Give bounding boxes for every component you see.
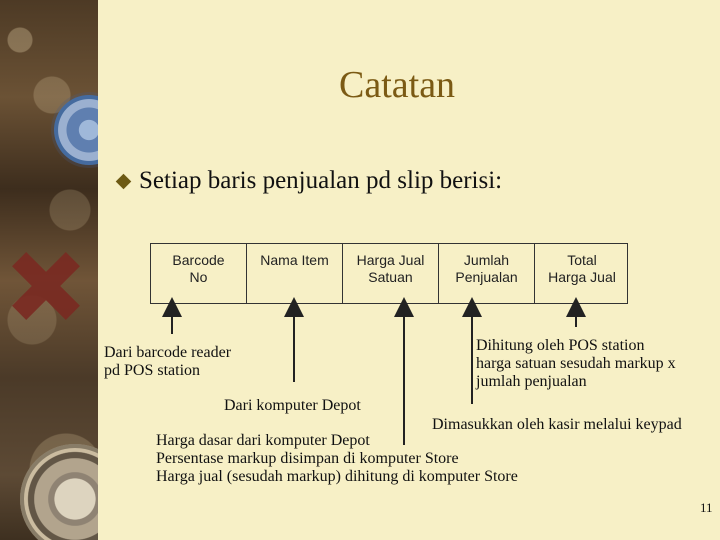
- table-cell-barcode-no: Barcode No: [151, 244, 247, 303]
- slide-title: Catatan: [339, 64, 456, 106]
- table-cell-total-harga-jual: Total Harga Jual: [548, 252, 616, 285]
- main-bullet: [118, 168, 502, 193]
- medal-cross-icon: [0, 232, 98, 339]
- depot-source-label: Dari komputer Depot: [224, 397, 361, 414]
- medal-rosette-icon: [54, 95, 98, 165]
- pricing-explanation: Harga dasar dari komputer Depot Persentase markup disimpan di komputer Store Harga jual (sesudah markup) dihitung di komputer Store: [156, 432, 518, 485]
- pos-calculation-label: Dihitung oleh POS station harga satuan sesudah markup x jumlah penjualan: [476, 337, 676, 390]
- compass-icon: [20, 444, 98, 540]
- table-cell-harga-jual-satuan: Harga Jual Satuan: [343, 244, 439, 303]
- sales-line-table: [150, 243, 628, 304]
- decorative-side-artwork: [0, 0, 98, 540]
- bullet-text: Setiap baris penjualan pd slip berisi:: [139, 167, 503, 194]
- diamond-bullet-icon: [116, 174, 132, 190]
- barcode-source-label: Dari barcode reader pd POS station: [104, 344, 232, 379]
- page-number: 11: [700, 500, 713, 515]
- table-cell-nama-item: Nama Item: [247, 244, 343, 303]
- table-cell-jumlah-penjualan: Jumlah Penjualan: [439, 244, 535, 303]
- keypad-input-label: Dimasukkan oleh kasir melalui keypad: [432, 416, 682, 433]
